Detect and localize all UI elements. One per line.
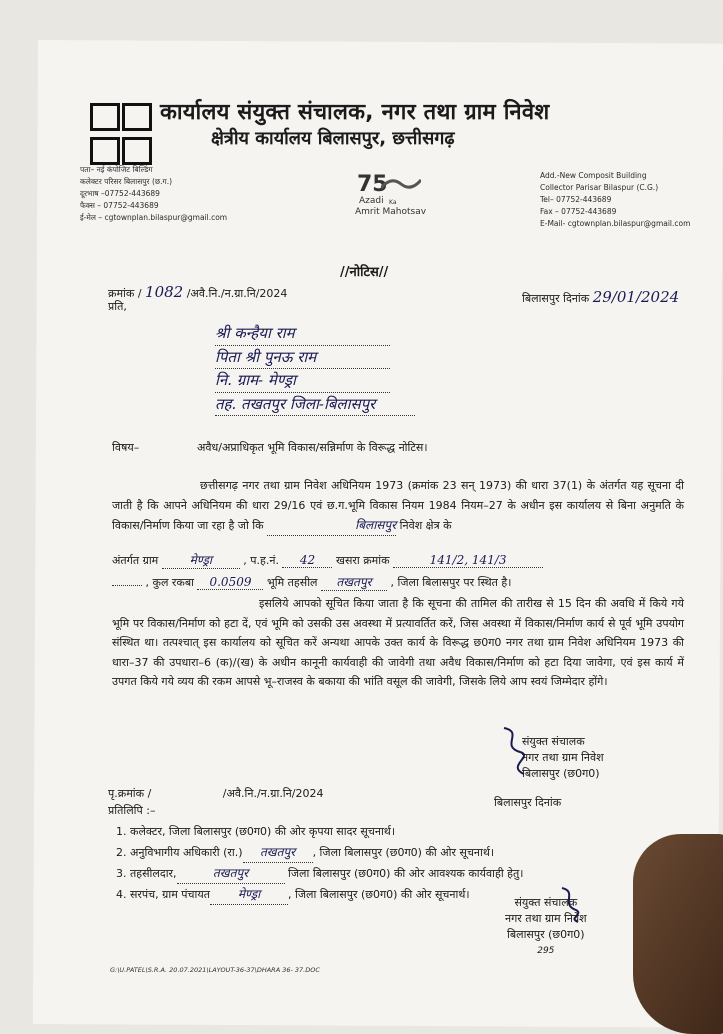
azadi-logo: 75 Azadi Ka Amrit Mahotsav bbox=[355, 172, 427, 217]
gram-line: अंतर्गत ग्राम मेण्ड्रा , प.ह.नं. 42 खसरा क्रमांक 141/2, 141/3 bbox=[112, 551, 543, 569]
copy-date: बिलासपुर दिनांक bbox=[494, 796, 562, 809]
date-handwritten: 29/01/2024 bbox=[592, 288, 680, 306]
file-path-footer: G:\U.PATEL\S.R.A. 20.07.2021\LAYOUT-36-37\DHARA 36- 37.DOC bbox=[110, 966, 320, 974]
paragraph-1: छत्तीसगढ़ नगर तथा ग्राम निवेश अधिनियम 1973 (क्रमांक 23 सन् 1973) की धारा 37(1) के अंतर्गत यह सूचना दी जाती है कि आपने अधिनियम की धारा 29/16 एवं छ.ग.भूमि विकास नियम 1984 नियम–27 के अधीन इस कार्यालय से बिना अनुमति के विकास/निर्माण किया जा रहा है जो कि बिलासपुर निवेश क्षेत्र के bbox=[112, 476, 684, 536]
copy-kramank: पृ.क्रमांक / /अवै.नि./न.ग्रा.नि/2024 bbox=[108, 787, 324, 800]
office-logo-icon bbox=[72, 103, 152, 171]
subject-text: अवैध/अप्राधिकृत भूमि विकास/सन्निर्माण के विरूद्ध नोटिस। bbox=[197, 441, 428, 454]
office-subtitle: क्षेत्रीय कार्यालय बिलासपुर, छत्तीसगढ़ bbox=[211, 128, 455, 149]
kramank-line: क्रमांक / 1082 /अवै.नि./न.ग्रा.नि/2024 bbox=[108, 283, 288, 301]
date-line: बिलासपुर दिनांक 29/01/2024 bbox=[522, 288, 680, 306]
list-item: 4. सरपंच, ग्राम पंचायत मेण्ड्रा , जिला बिलासपुर (छ0ग0) की ओर सूचनार्थ। bbox=[130, 884, 672, 905]
signatory-block-2: संयुक्त संचालक नगर तथा ग्राम निवेश बिलासपुर (छ0ग0) 295 bbox=[505, 895, 587, 959]
flag-icon bbox=[381, 176, 421, 192]
list-item: 3. तहसीलदार, तखतपुर जिला बिलासपुर (छ0ग0) की ओर आवश्यक कार्यवाही हेतु। bbox=[130, 863, 672, 884]
subject-label: विषय– bbox=[112, 441, 140, 454]
prati-label: प्रति, bbox=[108, 300, 127, 313]
office-title: कार्यालय संयुक्त संचालक, नगर तथा ग्राम निवेश bbox=[160, 100, 550, 125]
kramank-number: 1082 bbox=[145, 283, 184, 301]
list-item: 1. कलेक्टर, जिला बिलासपुर (छ0ग0) की ओर कृपया सादर सूचनार्थ। bbox=[130, 822, 672, 842]
address-hindi: पता– नई कंपोजिट बिल्डिंग कलेक्टर परिसर बिलासपुर (छ.ग.) दूरभाष –07752-443689 फैक्स – 07752-443689 ई-मेल – cgtownplan.bilaspur@gmail.com bbox=[80, 165, 228, 222]
signatory-block-1: संयुक्त संचालक नगर तथा ग्राम निवेश बिलासपुर (छ0ग0) bbox=[522, 735, 604, 780]
notice-title: //नोटिस// bbox=[340, 265, 389, 280]
copy-list bbox=[112, 822, 672, 905]
addressee-block: श्री कन्हैया राम पिता श्री पुनऊ राम नि. ग्राम- मेण्ड्रा तह. तखतपुर जिला-बिलासपुर bbox=[215, 322, 415, 416]
page-number: 295 bbox=[537, 946, 555, 956]
pratilipi-label: प्रतिलिपि :– bbox=[108, 804, 156, 817]
list-item: 2. अनुविभागीय अधिकारी (रा.) तखतपुर , जिला बिलासपुर (छ0ग0) की ओर सूचनार्थ। bbox=[130, 842, 672, 863]
address-english: Add.-New Composit Building Collector Parisar Bilaspur (C.G.) Tel– 07752-443689 Fax – 07752-443689 E-Mail- cgtownplan.bilaspur@gmail.com bbox=[540, 171, 691, 228]
paragraph-2: इसलिये आपको सूचित किया जाता है कि सूचना की तामिल की तारीख से 15 दिन की अवधि में किये गये भूमि पर विकास/निर्माण को हटा दें, एवं भूमि को उसकी उस अवस्था में प्रत्यावर्तित करें, जिस अवस्था में विकास/निर्माण कार्य से पूर्व भूमि उपयोग संस्थित था। तत्पश्चात् इस कार्यालय को सूचित करें अन्यथा आपके उक्त कार्य के विरूद्ध छ0ग0 नगर तथा ग्राम निवेश अधिनियम 1973 की धारा–37 की उपधारा–6 (क)/(ख) के अधीन कानूनी कार्यवाही की जावेगी तथा अवैध विकास/निर्माण को हटा दिया जावेगा, एवं इस कार्य में उपगत किये गये व्यय की रकम आपसे भू–राजस्व के बकाया की भांति वसूल की जावेगी, जिसके लिये आप स्वयं जिम्मेदार होंगे। bbox=[112, 597, 684, 688]
rakba-line: , कुल रकबा 0.0509 भूमि तहसील तखतपुर , जिला बिलासपुर पर स्थित है। bbox=[112, 573, 511, 591]
